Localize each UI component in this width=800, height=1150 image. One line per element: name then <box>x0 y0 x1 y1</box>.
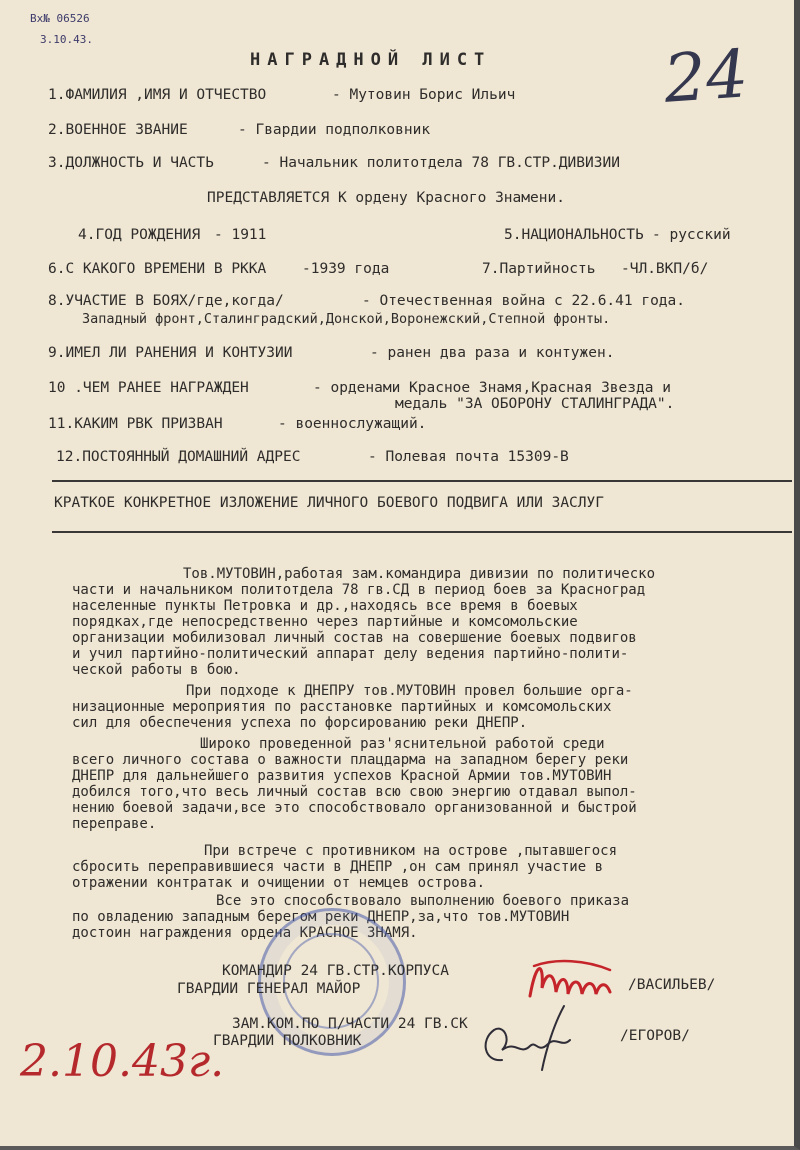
narrative-line: нению боевой задачи,все это способствовало организованной и быстрой <box>72 800 637 816</box>
field-1-value: - Мутовин Борис Ильич <box>332 87 516 103</box>
field-4-label: 4.ГОД РОЖДЕНИЯ <box>78 227 201 243</box>
narrative-line: При встрече с противником на острове ,пытавшегося <box>204 843 618 859</box>
field-7-label: 7.Партийность <box>482 261 596 277</box>
narrative-line: порядках,где непосредственно через партийные и комсомольские <box>72 614 578 630</box>
narrative-line: организации мобилизовал личный состав на совершение боевых подвигов <box>72 630 637 646</box>
registry-stamp-date: 3.10.43. <box>40 33 93 46</box>
field-3-value: - Начальник политотдела 78 ГВ.СТР.ДИВИЗИИ <box>262 155 620 171</box>
narrative-line: ДНЕПР для дальнейшего развития успехов Красной Армии тов.МУТОВИН <box>72 768 612 784</box>
field-12-value: - Полевая почта 15309-В <box>368 449 569 465</box>
field-8-value: - Отечественная война с 22.6.41 года. <box>362 293 686 309</box>
narrative-line: При подходе к ДНЕПРУ тов.МУТОВИН провел большие орга- <box>186 683 633 699</box>
field-10-value: - орденами Красное Знамя,Красная Звезда и <box>313 380 671 396</box>
narrative-line: достоин награждения ордена КРАСНОЕ ЗНАМЯ. <box>72 925 418 941</box>
narrative-line: части и начальником политотдела 78 гв.СД в период боев за Красноград <box>72 582 646 598</box>
field-10-label: 10 .ЧЕМ РАНЕЕ НАГРАЖДЕН <box>48 380 249 396</box>
narrative-line: Все это способствовало выполнению боевого приказа <box>216 893 630 909</box>
signatory-2-name: /ЕГОРОВ/ <box>620 1028 690 1044</box>
signatory-1-rank: ГВАРДИИ ГЕНЕРАЛ МАЙОР <box>177 981 361 997</box>
registry-stamp-number: Вх№ 06526 <box>30 12 90 25</box>
field-8-value-cont: Западный фронт,Сталинградский,Донской,Воронежский,Степной фронты. <box>82 311 611 327</box>
field-6-label: 6.С КАКОГО ВРЕМЕНИ В РККА <box>48 261 267 277</box>
document-title: НАГРАДНОЙ ЛИСТ <box>250 50 492 70</box>
field-2-value: - Гвардии подполковник <box>238 122 431 138</box>
field-2-label: 2.ВОЕННОЕ ЗВАНИЕ <box>48 122 188 138</box>
presented-for: ПРЕДСТАВЛЯЕТСЯ К ордену Красного Знамени. <box>207 190 565 206</box>
narrative-line: и учил партийно-политический аппарат делу ведения партийно-полити- <box>72 646 629 662</box>
narrative-line: переправе. <box>72 816 157 832</box>
narrative-line: сил для обеспечения успеха по форсированию реки ДНЕПР. <box>72 715 528 731</box>
signatory-1-title: КОМАНДИР 24 ГВ.СТР.КОРПУСА <box>222 963 449 979</box>
field-4-value: - 1911 <box>214 227 267 243</box>
divider-top <box>52 480 792 482</box>
field-9-value: - ранен два раза и контужен. <box>370 345 615 361</box>
narrative-line: низационные мероприятия по расстановке партийных и комсомольских <box>72 699 612 715</box>
field-9-label: 9.ИМЕЛ ЛИ РАНЕНИЯ И КОНТУЗИИ <box>48 345 293 361</box>
narrative-line: Тов.МУТОВИН,работая зам.командира дивизии по политическо <box>183 566 656 582</box>
field-6-value: -1939 года <box>302 261 390 277</box>
signatory-1-name: /ВАСИЛЬЕВ/ <box>628 977 716 993</box>
divider-bottom <box>52 531 792 533</box>
section-title: КРАТКОЕ КОНКРЕТНОЕ ИЗЛОЖЕНИЕ ЛИЧНОГО БОЕВОГО ПОДВИГА ИЛИ ЗАСЛУГ <box>54 495 604 511</box>
narrative-line: сбросить переправившиеся части в ДНЕПР ,он сам принял участие в <box>72 859 604 875</box>
field-3-label: 3.ДОЛЖНОСТЬ И ЧАСТЬ <box>48 155 214 171</box>
field-8-label: 8.УЧАСТИЕ В БОЯХ/где,когда/ <box>48 293 284 309</box>
narrative-line: отражении контратак и очищении от немцев острова. <box>72 875 486 891</box>
narrative-line: ческой работы в бою. <box>72 662 241 678</box>
signatory-2-rank: ГВАРДИИ ПОЛКОВНИК <box>213 1033 362 1049</box>
field-12-label: 12.ПОСТОЯННЫЙ ДОМАШНИЙ АДРЕС <box>56 449 301 465</box>
signatory-2-title: ЗАМ.КОМ.ПО П/ЧАСТИ 24 ГВ.СК <box>232 1016 468 1032</box>
field-1-label: 1.ФАМИЛИЯ ,ИМЯ И ОТЧЕСТВО <box>48 87 267 103</box>
field-5-value: - русский <box>652 227 731 243</box>
narrative-line: по овладению западным берегом реки ДНЕПР,за,что тов.МУТОВИН <box>72 909 570 925</box>
handwritten-number: 24 <box>661 35 751 118</box>
narrative-line: населенные пункты Петровка и др.,находясь все время в боевых <box>72 598 578 614</box>
field-11-label: 11.КАКИМ РВК ПРИЗВАН <box>48 416 223 432</box>
narrative-line: Широко проведенной раз'яснительной работой среди <box>200 736 605 752</box>
field-5-label: 5.НАЦИОНАЛЬНОСТЬ <box>504 227 644 243</box>
narrative-line: всего личного состава о важности плацдарма на западном берегу реки <box>72 752 629 768</box>
field-11-value: - военнослужащий. <box>278 416 427 432</box>
field-7-value: -ЧЛ.ВКП/б/ <box>621 261 709 277</box>
field-10-value-cont: медаль "ЗА ОБОРОНУ СТАЛИНГРАДА". <box>395 396 675 412</box>
signature-egorov <box>472 1000 582 1074</box>
narrative-line: добился того,что весь личный состав всю свою энергию отдавал выпол- <box>72 784 637 800</box>
handwritten-date: 2.10.43г. <box>20 1036 225 1087</box>
